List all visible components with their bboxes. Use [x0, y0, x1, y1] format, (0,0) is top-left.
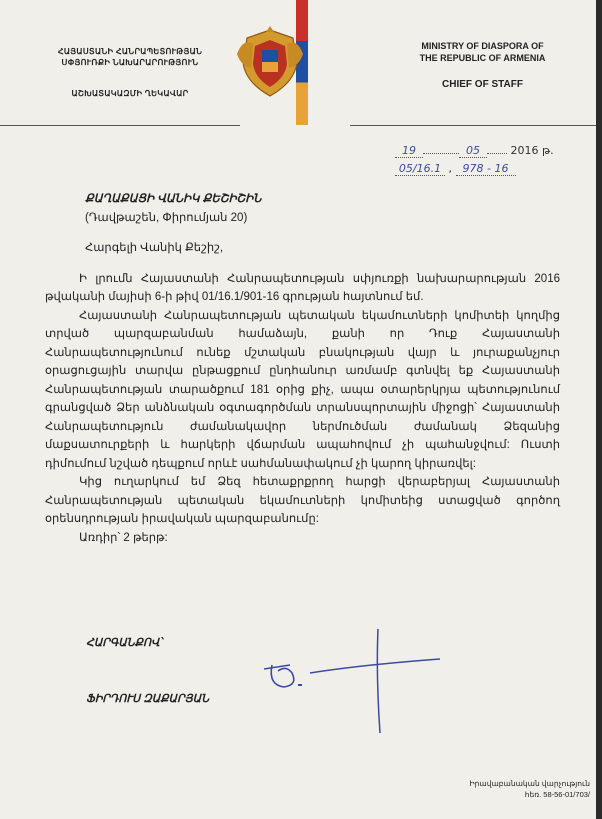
ministry-name-english: MINISTRY OF DIASPORA OF — [421, 41, 544, 51]
header-divider-right — [350, 125, 596, 126]
footer-department: Իրավաբանական վարչություն — [469, 779, 590, 788]
closing: ՀԱՐԳԱՆՔՈՎ՝ — [86, 637, 162, 649]
date-year: 2016 թ. — [510, 144, 554, 157]
ref-number-b: 978 - 16 — [456, 162, 516, 176]
date-reference-block: 19 05 2016 թ. 05/16.1 , 978 - 16 — [395, 144, 554, 180]
footer-phone: հեռ. 58-56-01/703/ — [524, 790, 590, 799]
ministry-name-english-2: THE REPUBLIC OF ARMENIA — [419, 53, 546, 63]
ministry-name-armenian-2: ՍՓՅՈՒՌՔԻ ՆԱԽԱՐԱՐՈՒԹՅՈՒՆ — [61, 58, 199, 67]
addressee-name: ՔԱՂԱՔԱՑԻ ՎԱՆԻԿ ՔԵՇԻՇԻՆ — [85, 193, 262, 205]
paragraph-3: Կից ուղարկում եմ Ձեզ հետաքրքրող հարցի վերաբերյալ Հայաստանի Հանրապետության պետական եկամուտների կոմիտեից ստացված գործող օրենսդրության իրավական պարզաբանումը: — [45, 476, 560, 525]
addressee-address: (Դավթաշեն, Փիրումյան 20) — [85, 211, 248, 224]
header-divider-left — [0, 125, 240, 126]
letter-body — [45, 190, 560, 547]
ministry-name-armenian: ՀԱՅԱՍՏԱՆԻ ՀԱՆՐԱՊԵՏՈՒԹՅԱՆ — [57, 47, 203, 56]
chief-of-staff-armenian: ԱՇԽԱՏԱԿԱԶՄԻ ՂԵԿԱՎԱՐ — [71, 89, 189, 98]
footer-contact — [440, 778, 590, 800]
date-month: 05 — [459, 144, 487, 158]
paragraph-1: Ի լրումն Հայաստանի Հանրապետության սփյուռքի նախարարության 2016 թվականի մայիսի 6-ի թիվ 01/16.1/901-16 գրության հայտնում եմ. — [45, 272, 560, 303]
chief-of-staff-english: CHIEF OF STAFF — [442, 79, 523, 90]
coat-of-arms-icon — [233, 24, 307, 102]
salutation: Հարգելի Վանիկ Քեշիշ, — [85, 242, 224, 254]
header-left — [40, 46, 220, 99]
date-day: 19 — [395, 144, 423, 158]
ref-number-a: 05/16.1 — [395, 162, 445, 176]
attachment-note: Առդիր՝ 2 թերթ: — [79, 531, 168, 544]
paragraph-2: Հայաստանի Հանրապետության պետական եկամուտների կոմիտեի կողմից տրված պարզաբանման համաձայն, քանի որ Դուք Հայաստանի Հանրապետությունում ունեք մշտական բնակության վայր և յուրաքանչյուր օրացուցային տարվա ընթացքում ընդհանուր առմամբ գտնվել եք Հայաստանի Հանրապետության տարածքում 181 օրից քիչ, ապա օտարերկրյա պետությունում գրանցված Ձեր անձնական օգտագործման տրանսպորտային միջոցի՝ Հայաստանի Հանրապետություն ժամանակավոր ներմուծման ժամանակ Ձեզանից մաքսատուրքերի և հարկերի վճարման ապահովում չի պահանջվում: Ուստի դիմումում նշված դեպքում որևէ սահմանափակում չի կարող կիրառվել: — [45, 309, 560, 470]
header-right — [400, 40, 565, 91]
handwritten-signature-icon — [250, 625, 440, 735]
background-edge — [596, 0, 602, 819]
signer-name: ՖԻՐԴՈՒՍ ԶԱՔԱՐՅԱՆ — [86, 693, 210, 705]
